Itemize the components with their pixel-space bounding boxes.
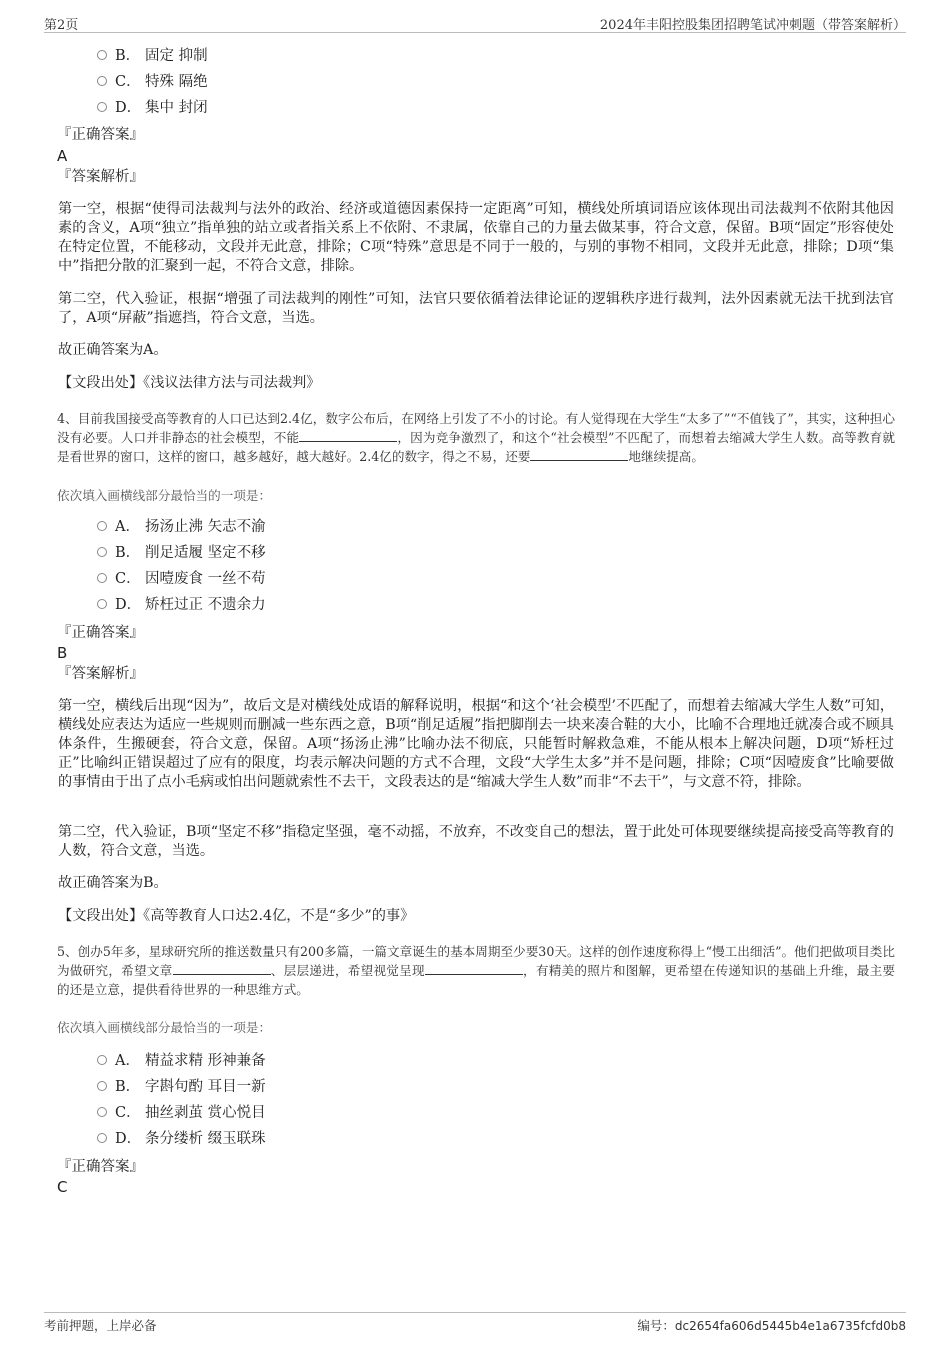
radio-icon[interactable] (97, 547, 107, 557)
q5-stem: 5、创办5年多，星球研究所的推送数量只有200多篇，一篇文章诞生的基本周期至少要30天。这样的创作速度称得上“慢工出细活”。他们把做项目类比为做研究，希望文章 、层层递进，希望视觉呈现 ，有精美的照片和图解，更希望在传递知识的基础上升维，最主要的还是立意，提供看待世界的一种思维方式。 (57, 944, 896, 997)
q5-answer-tag: 『正确答案』 (57, 1159, 144, 1175)
q4-analysis-p2: 第二空，代入验证，B项“坚定不移”指稳定坚强，毫不动摇，不放弃，不改变自己的想法，置于此处可体现要继续提高接受高等教育的人数，符合文意，当选。 (58, 824, 894, 859)
blank-line (299, 429, 397, 442)
q5-option-a[interactable]: A． 精益求精 形神兼备 (97, 1051, 266, 1071)
blank-line (173, 962, 271, 975)
q3-source: 【文段出处】《浅议法律方法与司法裁判》 (58, 375, 321, 391)
radio-icon[interactable] (97, 102, 107, 112)
blank-line (530, 448, 628, 461)
q4-answer: B (57, 644, 68, 662)
q5-option-b[interactable]: B． 字斟句酌 耳目一新 (97, 1077, 266, 1097)
q4-option-d[interactable]: D． 矫枉过正 不遗余力 (97, 595, 266, 615)
radio-icon[interactable] (97, 50, 107, 60)
radio-icon[interactable] (97, 521, 107, 531)
q3-analysis-p2: 第二空，代入验证，根据“增强了司法裁判的刚性”可知，法官只要依循着法律论证的逻辑秩序进行裁判，法外因素就无法干扰到法官了，A项“屏蔽”指遮挡，符合文意，当选。 (58, 291, 894, 326)
q3-analysis-p1: 第一空，根据“使得司法裁判与法外的政治、经济或道德因素保持一定距离”可知，横线处所填词语应该体现出司法裁判不依附其他因素的含义，A项“独立”指单独的站立或者指关系上不依附、不隶属，依靠自己的力量去做某事，符合文意，保留。B项“固定”形容使处在特定位置，不能移动，文段并无此意，排除；C项“特殊”意思是不同于一般的，与别的事物不相同，文段并无此意，排除；D项“集中”指把分散的汇聚到一起，不符合文意，排除。 (58, 201, 894, 274)
document-code: 编号：dc2654fa606d5445b4e1a6735fcfd0b8 (637, 1318, 906, 1333)
blank-line (425, 962, 523, 975)
q3-option-c[interactable]: C． 特殊 隔绝 (97, 72, 208, 92)
q4-answer-tag: 『正确答案』 (57, 625, 144, 641)
q3-analysis-p3: 故正确答案为A。 (58, 342, 168, 358)
q4-option-b[interactable]: B． 削足适履 坚定不移 (97, 543, 266, 563)
q3-answer-tag: 『正确答案』 (57, 127, 144, 143)
radio-icon[interactable] (97, 1055, 107, 1065)
radio-icon[interactable] (97, 76, 107, 86)
q5-option-d[interactable]: D． 条分缕析 缀玉联珠 (97, 1129, 266, 1149)
q4-option-c[interactable]: C． 因噎废食 一丝不苟 (97, 569, 266, 589)
q3-analysis-tag: 『答案解析』 (57, 169, 144, 185)
q3-option-d[interactable]: D． 集中 封闭 (97, 98, 208, 118)
footer-slogan: 考前押题，上岸必备 (44, 1318, 157, 1333)
q4-analysis-p1: 第一空，横线后出现“因为”，故后文是对横线处成语的解释说明，根据“和这个‘社会模型’不匹配了，而想着去缩减大学生人数”可知，横线处应表达为适应一些规则而删减一些东西之意，B项“削足适履”指把脚削去一块来凑合鞋的大小，比喻不合理地迁就凑合或不顾具体条件，生搬硬套，符合文意，保留。A项“扬汤止沸”比喻办法不彻底，只能暂时解救急难，不能从根本上解决问题，D项“矫枉过正”比喻纠正错误超过了应有的限度，均表示解决问题的方式不合理，文段“大学生太多”并不是问题，排除；C项“因噎废食”比喻要做的事情由于出了点小毛病或怕出问题就索性不去干，文段表达的是“缩减大学生人数”而非“不去干”，与文意不符，排除。 (58, 698, 894, 790)
radio-icon[interactable] (97, 1107, 107, 1117)
radio-icon[interactable] (97, 573, 107, 583)
q3-answer: A (57, 147, 68, 165)
q4-prompt: 依次填入画横线部分最恰当的一项是： (57, 488, 272, 503)
q4-option-a[interactable]: A． 扬汤止沸 矢志不渝 (97, 517, 266, 537)
q5-option-c[interactable]: C． 抽丝剥茧 赏心悦目 (97, 1103, 266, 1123)
page-footer (44, 1312, 906, 1333)
q5-prompt: 依次填入画横线部分最恰当的一项是： (57, 1020, 272, 1035)
q4-analysis-p3: 故正确答案为B。 (58, 875, 168, 891)
radio-icon[interactable] (97, 1133, 107, 1143)
page-number: 第2页 (44, 18, 79, 33)
page-header (44, 14, 906, 33)
q4-analysis-tag: 『答案解析』 (57, 666, 144, 682)
q4-source: 【文段出处】《高等教育人口达2.4亿，不是“多少”的事》 (58, 908, 415, 924)
radio-icon[interactable] (97, 599, 107, 609)
q3-option-b[interactable]: B． 固定 抑制 (97, 46, 208, 66)
q4-stem: 4、目前我国接受高等教育的人口已达到2.4亿，数字公布后，在网络上引发了不小的讨论。有人觉得现在大学生“太多了”“不值钱了”，其实，这种担心没有必要。人口并非静态的社会模型，不能 ，因为竞争激烈了，和这个“社会模型”不匹配了，而想着去缩减大学生人数。高等教育就是看世界的窗口，这样的窗口，越多越好，越大越好。2.4亿的数字，得之不易，还要 地继续提高。 (57, 411, 895, 464)
q5-answer: C (57, 1178, 68, 1196)
radio-icon[interactable] (97, 1081, 107, 1091)
document-title: 2024年丰阳控股集团招聘笔试冲刺题（带答案解析） (599, 18, 906, 33)
